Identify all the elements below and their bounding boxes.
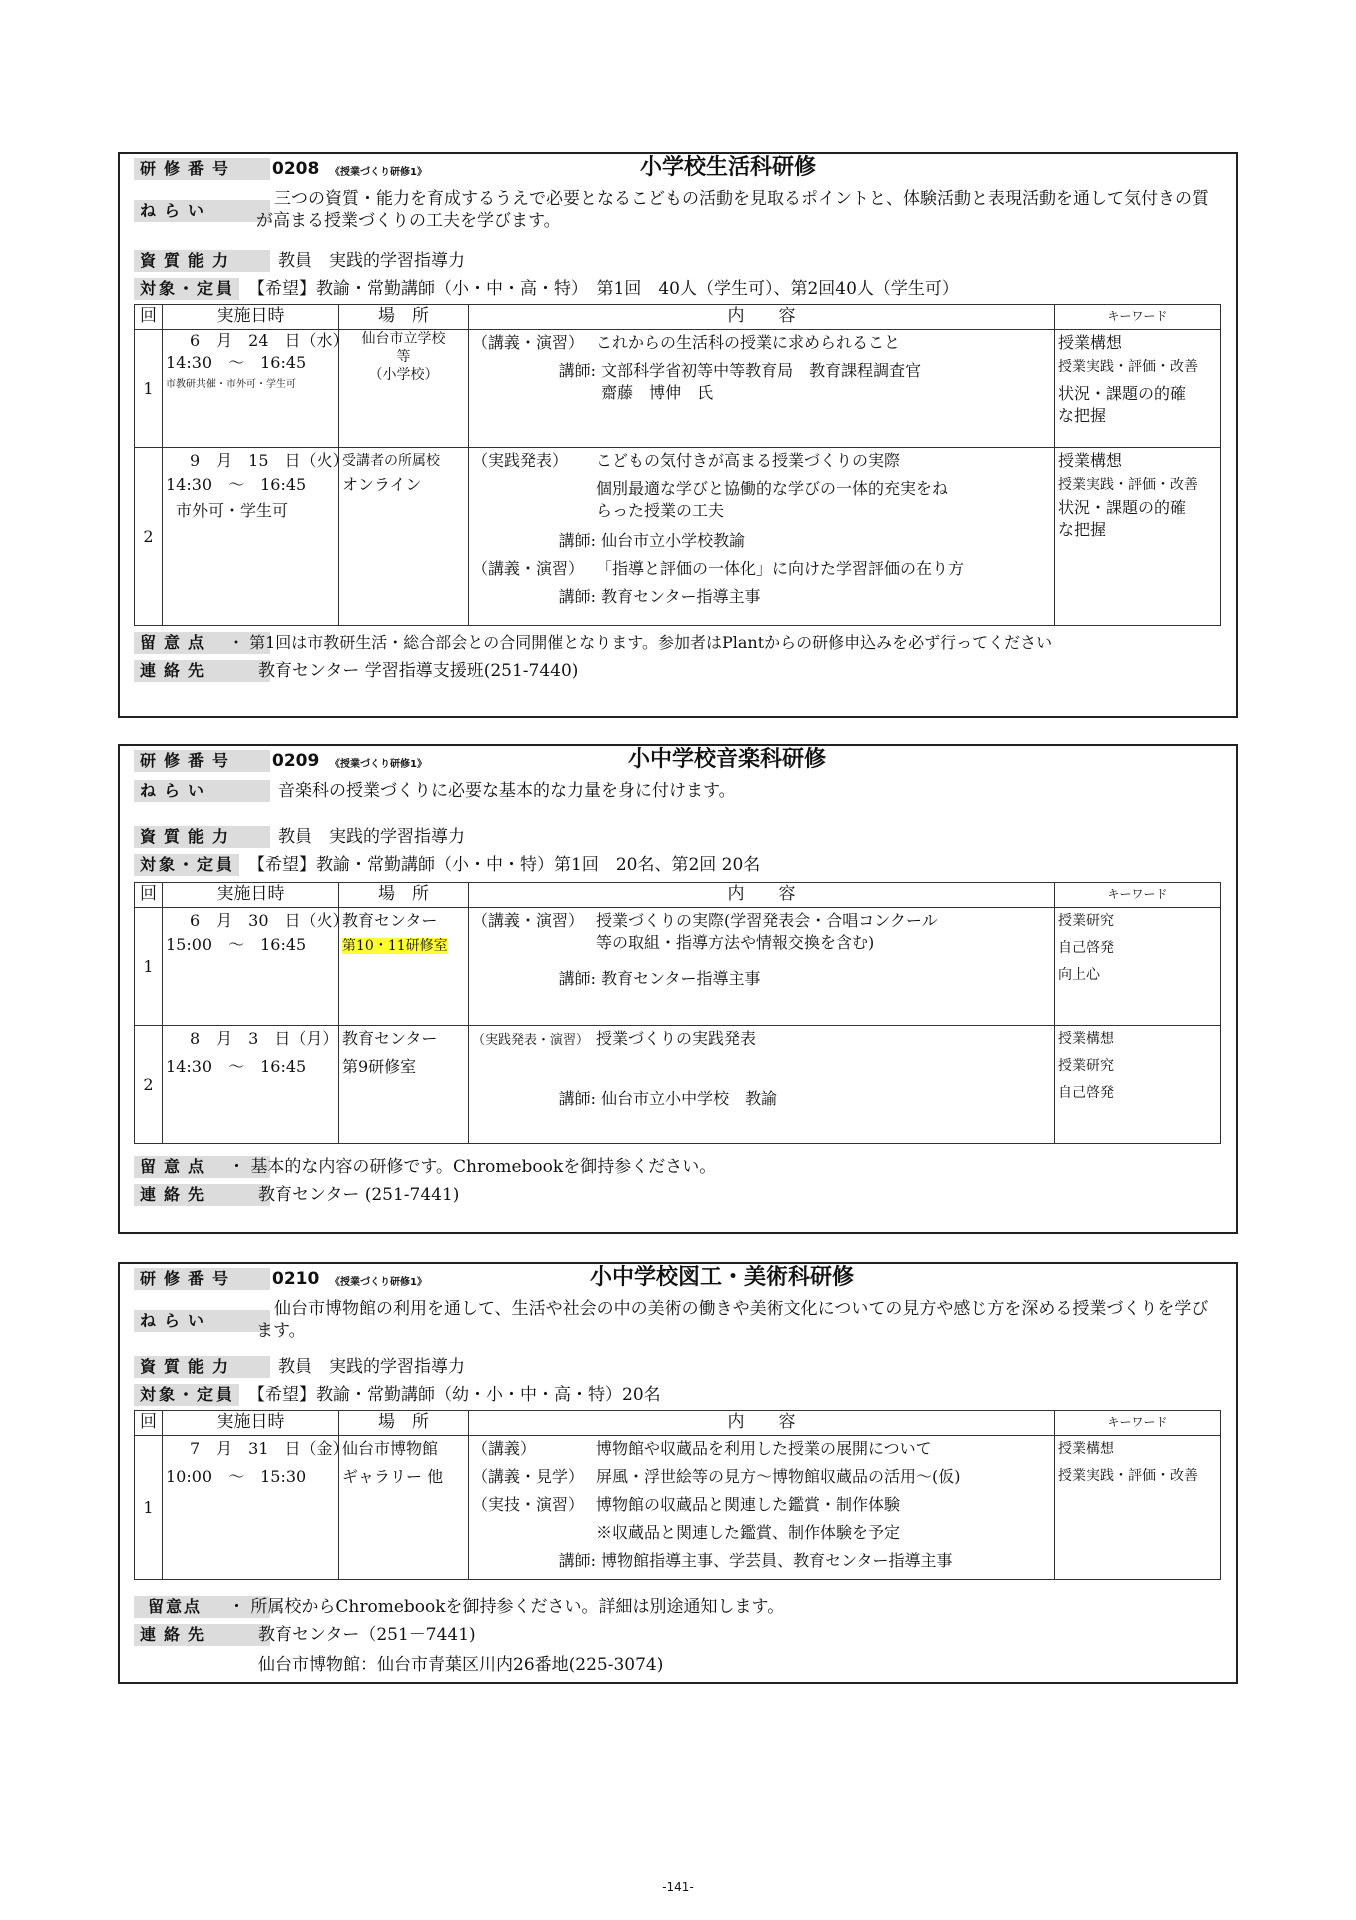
th-keyword: キーワード xyxy=(1055,883,1221,908)
ability-label: 資質能力 xyxy=(134,1356,270,1378)
content-text: 仙台市立小中学校 教諭 xyxy=(601,1089,778,1108)
table-row xyxy=(135,908,1221,1026)
th-content: 内 容 xyxy=(469,883,1055,908)
session-num: 1 xyxy=(135,1436,163,1580)
keyword: 授業構想 xyxy=(1058,333,1123,352)
th-keyword: キーワード xyxy=(1055,305,1221,330)
session-date: 7 月 31 日（金） xyxy=(190,1439,349,1458)
session-keywords-cell xyxy=(1055,448,1221,626)
ability-label: 資質能力 xyxy=(134,250,270,272)
session-num: 2 xyxy=(135,448,163,626)
schedule-table xyxy=(134,304,1221,626)
session-num: 1 xyxy=(135,908,163,1026)
session-time: 14:30 ～ 16:45 xyxy=(166,475,307,494)
session-date: 6 月 24 日（水） xyxy=(190,331,349,350)
session-keywords-cell xyxy=(1055,908,1221,1026)
notes-label: 留意点 xyxy=(134,1156,270,1178)
keyword: 授業構想 xyxy=(1058,1441,1114,1457)
session-num: 1 xyxy=(135,330,163,448)
aim-label: ねらい xyxy=(134,780,270,802)
session-content-cell xyxy=(469,1026,1055,1144)
session-num: 2 xyxy=(135,1026,163,1144)
content-kind: （実技・演習） xyxy=(472,1495,585,1514)
keyword: 授業構想 xyxy=(1058,451,1123,470)
course-target: 【希望】教諭・常勤講師（小・中・高・特） 第1回 40人（学生可）、第2回40人（学生可） xyxy=(248,279,959,299)
content-kind: （講義・演習） xyxy=(472,333,585,352)
session-date: 8 月 3 日（月） xyxy=(190,1029,339,1048)
session-content-cell xyxy=(469,330,1055,448)
table-row xyxy=(135,1026,1221,1144)
session-time: 14:30 ～ 16:45 xyxy=(166,1057,307,1076)
content-text: 教育センター指導主事 xyxy=(601,969,761,988)
course-notes: ・ 第1回は市教研生活・総合部会との合同開催となります。参加者はPlantからの研修申込みを必ず行ってください xyxy=(228,633,1053,652)
th-content: 内 容 xyxy=(469,1411,1055,1436)
course-tag: 《授業づくり研修1》 xyxy=(330,759,427,770)
content-text: 授業づくりの実際(学習発表会・合唱コンクール xyxy=(596,911,938,930)
target-label: 対象・定員 xyxy=(134,854,239,876)
th-date: 実施日時 xyxy=(163,305,339,330)
content-kind: 講師: xyxy=(558,1551,596,1570)
keyword: 授業研究 xyxy=(1058,913,1114,929)
keyword: 自己啓発 xyxy=(1058,1085,1114,1101)
session-place-cell xyxy=(339,330,469,448)
content-text: 博物館の収蔵品と関連した鑑賞・制作体験 xyxy=(596,1495,901,1514)
table-row xyxy=(135,448,1221,626)
course-ability: 教員 実践的学習指導力 xyxy=(278,827,465,847)
th-date: 実施日時 xyxy=(163,883,339,908)
session-place: オンライン xyxy=(342,475,422,494)
course-id: 0208 xyxy=(272,159,320,179)
th-place: 場 所 xyxy=(339,883,469,908)
content-kind: 講師: xyxy=(558,969,596,988)
course-aim: 仙台市博物館の利用を通して、生活や社会の中の美術の働きや美術文化についての見方や感じ方を深める授業づくりを学びます。 xyxy=(256,1299,1209,1341)
contact-label: 連絡先 xyxy=(134,660,270,682)
course-tag: 《授業づくり研修1》 xyxy=(330,167,427,178)
content-text: 個別最適な学びと協働的な学びの一体的充実をね xyxy=(596,479,949,498)
notes-label: 留意点 xyxy=(134,632,270,654)
th-session: 回 xyxy=(135,1411,163,1436)
session-content-cell xyxy=(469,1436,1055,1580)
session-keywords-cell xyxy=(1055,1026,1221,1144)
course-title: 小学校生活科研修 xyxy=(640,155,817,180)
session-time: 10:00 ～ 15:30 xyxy=(166,1467,307,1486)
keyword: 授業実践・評価・改善 xyxy=(1058,1468,1198,1484)
session-date-cell xyxy=(163,1436,349,1580)
session-time: 15:00 ～ 16:45 xyxy=(166,935,307,954)
th-date: 実施日時 xyxy=(163,1411,339,1436)
keyword: 向上心 xyxy=(1058,967,1100,983)
session-place: 等 xyxy=(396,349,411,365)
contact-label: 連絡先 xyxy=(134,1624,270,1646)
session-note: 市教研共催・市外可・学生可 xyxy=(166,379,296,390)
schedule-table xyxy=(134,1410,1221,1580)
keyword: 自己啓発 xyxy=(1058,940,1114,956)
course-contact: 教育センター（251－7441) xyxy=(258,1625,476,1645)
content-text: 教育センター指導主事 xyxy=(601,587,761,606)
course-id: 0210 xyxy=(272,1269,320,1289)
session-time: 14:30 ～ 16:45 xyxy=(166,353,307,372)
keyword: な把握 xyxy=(1058,406,1107,425)
session-date-cell xyxy=(163,448,349,626)
content-kind: （実践発表） xyxy=(472,451,569,470)
content-kind: （講義・見学） xyxy=(472,1467,585,1486)
course-title: 小中学校図工・美術科研修 xyxy=(590,1265,855,1290)
th-content: 内 容 xyxy=(469,305,1055,330)
course-notes: ・ 所属校からChromebookを御持参ください。詳細は別途通知します。 xyxy=(228,1597,785,1617)
session-place: 教育センター xyxy=(342,1029,438,1048)
id-label: 研修番号 xyxy=(134,1268,270,1290)
content-text: こどもの気付きが高まる授業づくりの実際 xyxy=(596,451,901,470)
th-place: 場 所 xyxy=(339,305,469,330)
session-keywords-cell xyxy=(1055,1436,1221,1580)
room-highlight: 第10・11研修室 xyxy=(342,938,448,954)
session-place: 仙台市立学校 xyxy=(361,331,446,347)
contact-label: 連絡先 xyxy=(134,1184,270,1206)
table-header-row xyxy=(135,305,1221,330)
session-place-cell xyxy=(339,1026,469,1144)
session-date-cell xyxy=(163,1026,339,1144)
content-text: 博物館指導主事、学芸員、教育センター指導主事 xyxy=(601,1551,953,1570)
keyword: 授業構想 xyxy=(1058,1031,1114,1047)
course-target: 【希望】教諭・常勤講師（幼・小・中・高・特）20名 xyxy=(248,1385,661,1405)
keyword: 授業実践・評価・改善 xyxy=(1058,359,1198,375)
session-place: （小学校） xyxy=(368,367,439,383)
content-kind: （講義） xyxy=(472,1439,537,1458)
course-contact: 教育センター 学習指導支援班(251-7440) xyxy=(258,661,579,681)
th-keyword: キーワード xyxy=(1055,1411,1221,1436)
session-date-cell xyxy=(163,908,349,1026)
session-place-cell xyxy=(339,1436,469,1580)
content-text: ※収蔵品と関連した鑑賞、制作体験を予定 xyxy=(596,1523,901,1542)
id-label: 研修番号 xyxy=(134,158,270,180)
content-kind: 講師: xyxy=(558,361,596,380)
table-row xyxy=(135,1436,1221,1580)
target-label: 対象・定員 xyxy=(134,1384,239,1406)
session-note: 市外可・学生可 xyxy=(176,501,289,520)
content-text: これからの生活科の授業に求められること xyxy=(596,333,901,352)
content-kind: 講師: xyxy=(558,531,596,550)
keyword: 授業実践・評価・改善 xyxy=(1058,477,1198,493)
session-place-cell xyxy=(339,908,469,1026)
table-row xyxy=(135,330,1221,448)
session-date-cell xyxy=(163,330,349,448)
course-aim: 音楽科の授業づくりに必要な基本的な力量を身に付けます。 xyxy=(278,781,736,801)
session-place: 仙台市博物館 xyxy=(342,1439,439,1458)
table-header-row xyxy=(135,1411,1221,1436)
content-text: 博物館や収蔵品を利用した授業の展開について xyxy=(596,1439,932,1458)
session-place: 受講者の所属校 xyxy=(342,453,440,469)
session-date: 9 月 15 日（火） xyxy=(190,451,349,470)
course-block-0210 xyxy=(118,1262,1238,1684)
content-text: 屏風・浮世絵等の見方～博物館収蔵品の活用～(仮) xyxy=(596,1467,961,1486)
target-label: 対象・定員 xyxy=(134,278,239,300)
content-text: 文部科学省初等中等教育局 教育課程調査官 xyxy=(601,361,922,380)
ability-label: 資質能力 xyxy=(134,826,270,848)
th-session: 回 xyxy=(135,883,163,908)
keyword: な把握 xyxy=(1058,520,1107,539)
schedule-table xyxy=(134,882,1221,1144)
content-text: 仙台市立小学校教諭 xyxy=(601,531,746,550)
content-kind: 講師: xyxy=(558,587,596,606)
course-notes: ・ 基本的な内容の研修です。Chromebookを御持参ください。 xyxy=(228,1157,717,1177)
aim-label: ねらい xyxy=(134,200,270,222)
course-title: 小中学校音楽科研修 xyxy=(628,747,827,772)
course-contact: 仙台市博物館：仙台市青葉区川内26番地(225-3074) xyxy=(258,1655,664,1675)
keyword: 授業研究 xyxy=(1058,1058,1114,1074)
course-contact: 教育センター (251-7441) xyxy=(258,1185,460,1205)
course-block-0209 xyxy=(118,744,1238,1234)
content-kind: （講義・演習） xyxy=(472,559,585,578)
course-ability: 教員 実践的学習指導力 xyxy=(278,1357,465,1377)
keyword: 状況・課題の的確 xyxy=(1058,498,1187,517)
content-text: 「指導と評価の一体化」に向けた学習評価の在り方 xyxy=(596,559,965,578)
course-id: 0209 xyxy=(272,751,320,771)
course-aim: 三つの資質・能力を育成するうえで必要となるこどもの活動を見取るポイントと、体験活動と表現活動を通して気付きの質が高まる授業づくりの工夫を学びます。 xyxy=(256,189,1209,231)
aim-label: ねらい xyxy=(134,1310,270,1332)
course-block-0208 xyxy=(118,152,1238,718)
session-place: 第9研修室 xyxy=(342,1057,417,1076)
content-kind: 講師: xyxy=(558,1089,596,1108)
session-content-cell xyxy=(469,448,1055,626)
session-place-cell xyxy=(339,448,469,626)
page-number: -141- xyxy=(662,1880,694,1894)
session-content-cell xyxy=(469,908,1055,1026)
th-place: 場 所 xyxy=(339,1411,469,1436)
content-text: らった授業の工夫 xyxy=(596,501,725,520)
table-header-row xyxy=(135,883,1221,908)
session-date: 6 月 30 日（火） xyxy=(190,911,349,930)
content-text: 授業づくりの実践発表 xyxy=(596,1029,757,1048)
notes-label: 留意点 xyxy=(134,1596,270,1618)
course-ability: 教員 実践的学習指導力 xyxy=(278,251,465,271)
keyword: 状況・課題の的確 xyxy=(1058,384,1187,403)
session-place: 教育センター xyxy=(342,911,438,930)
th-session: 回 xyxy=(135,305,163,330)
content-kind: （講義・演習） xyxy=(472,911,585,930)
course-target: 【希望】教諭・常勤講師（小・中・特）第1回 20名、第2回 20名 xyxy=(248,855,761,875)
course-tag: 《授業づくり研修1》 xyxy=(330,1277,427,1288)
content-text: 等の取組・指導方法や情報交換を含む) xyxy=(596,933,875,952)
session-keywords-cell xyxy=(1055,330,1221,448)
content-kind: （実践発表・演習） xyxy=(472,1033,590,1048)
content-text: 齋藤 博伸 氏 xyxy=(601,383,714,402)
id-label: 研修番号 xyxy=(134,750,270,772)
session-place: ギャラリー 他 xyxy=(342,1467,444,1486)
